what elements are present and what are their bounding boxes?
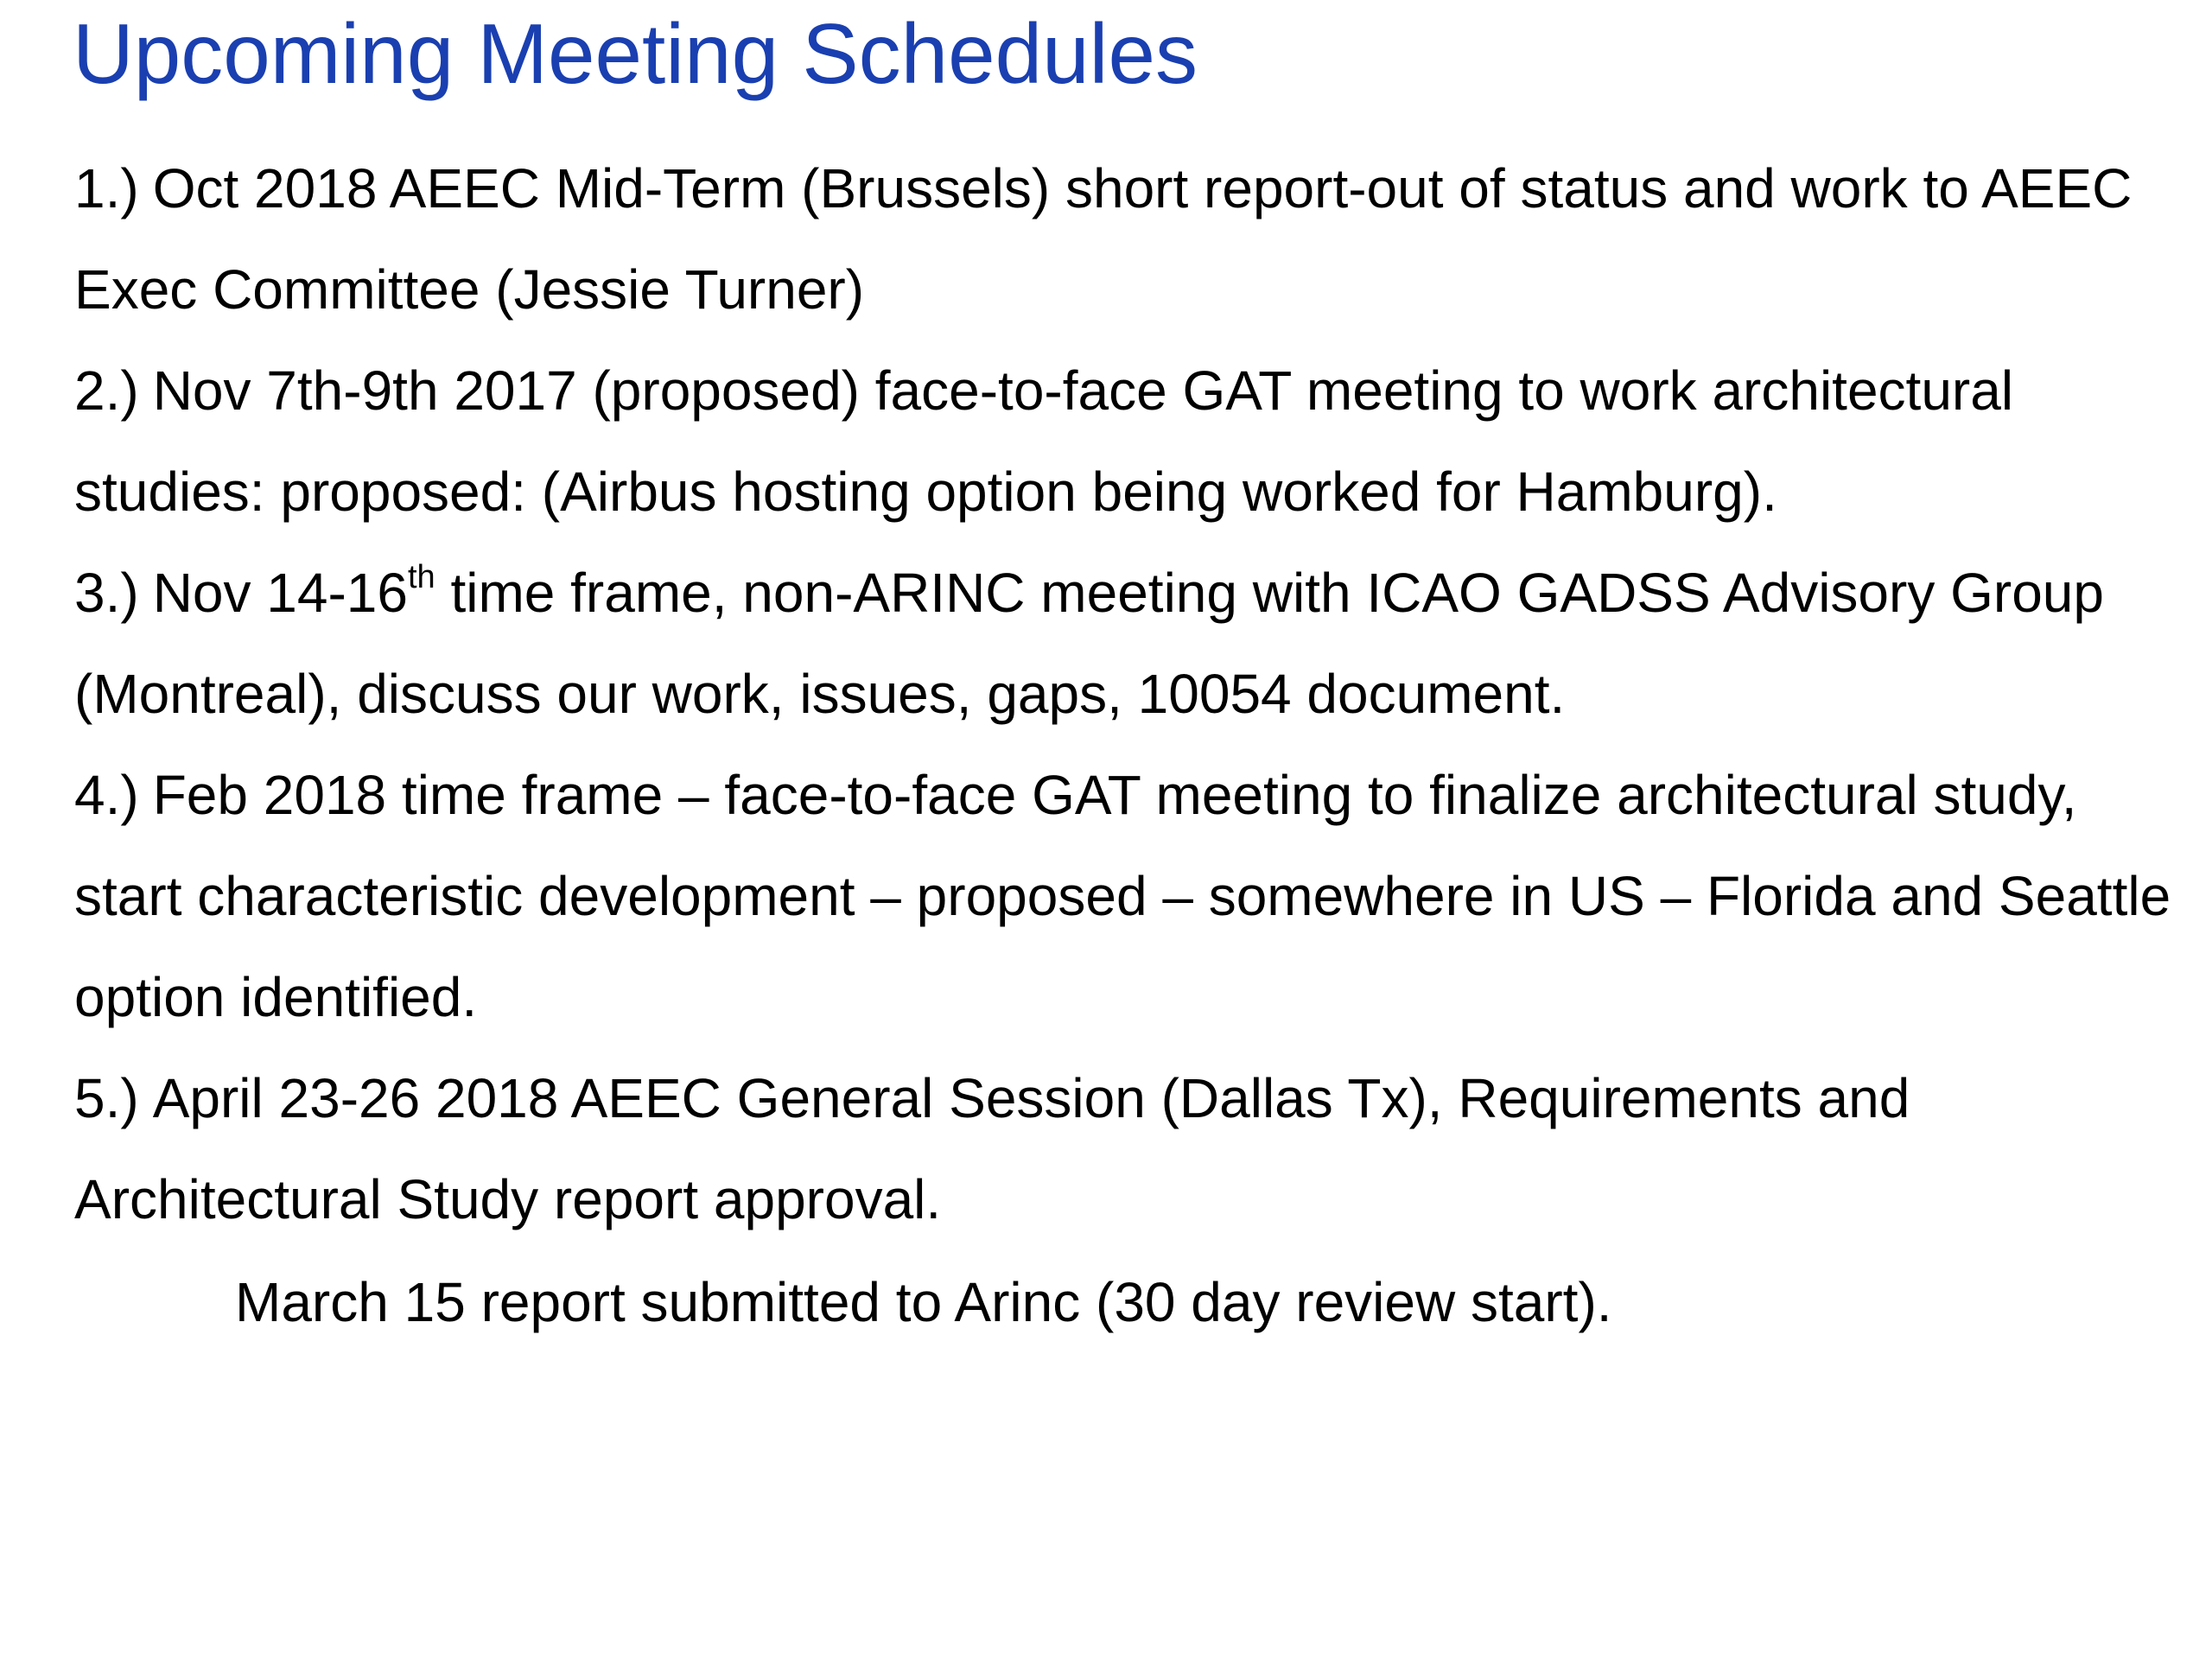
meeting-list	[74, 138, 2183, 1353]
list-item-3	[74, 543, 2183, 745]
list-item-text: Feb 2018 time frame – face-to-face GAT meeting to finalize architectural study, start characteristic development – proposed – somewhere in US – Florida and Seattle option identified.	[74, 764, 2171, 1028]
list-item-1	[74, 138, 2183, 340]
list-item-text: Oct 2018 AEEC Mid-Term (Brussels) short report-out of status and work to AEEC Exec Committee (Jessie Turner)	[74, 157, 2133, 321]
list-item-text-continued: time frame, non-ARINC meeting with ICAO GADSS Advisory Group (Montreal), discuss our work, issues, gaps, 10054 document.	[74, 562, 2104, 725]
list-item-2	[74, 340, 2183, 543]
ordinal-superscript: th	[407, 558, 435, 595]
list-item-4	[74, 745, 2183, 1048]
list-item-text: April 23-26 2018 AEEC General Session (Dallas Tx), Requirements and Architectural Study report approval.	[74, 1067, 1910, 1230]
list-item-number: 5.)	[74, 1067, 139, 1129]
list-item-number: 1.)	[74, 157, 139, 219]
list-item-text: Nov 7th-9th 2017 (proposed) face-to-face GAT meeting to work architectural studies: proposed: (Airbus hosting option being worked for Hamburg).	[74, 359, 2014, 523]
list-item-text: Nov 14-16	[152, 562, 408, 624]
page-title: Upcoming Meeting Schedules	[73, 6, 1198, 101]
list-item-5	[74, 1048, 2183, 1250]
list-item-number: 4.)	[74, 764, 139, 826]
list-item-number: 2.)	[74, 359, 139, 422]
sub-item-note: March 15 report submitted to Arinc (30 day review start).	[235, 1271, 1612, 1333]
list-item-number: 3.)	[74, 562, 139, 624]
